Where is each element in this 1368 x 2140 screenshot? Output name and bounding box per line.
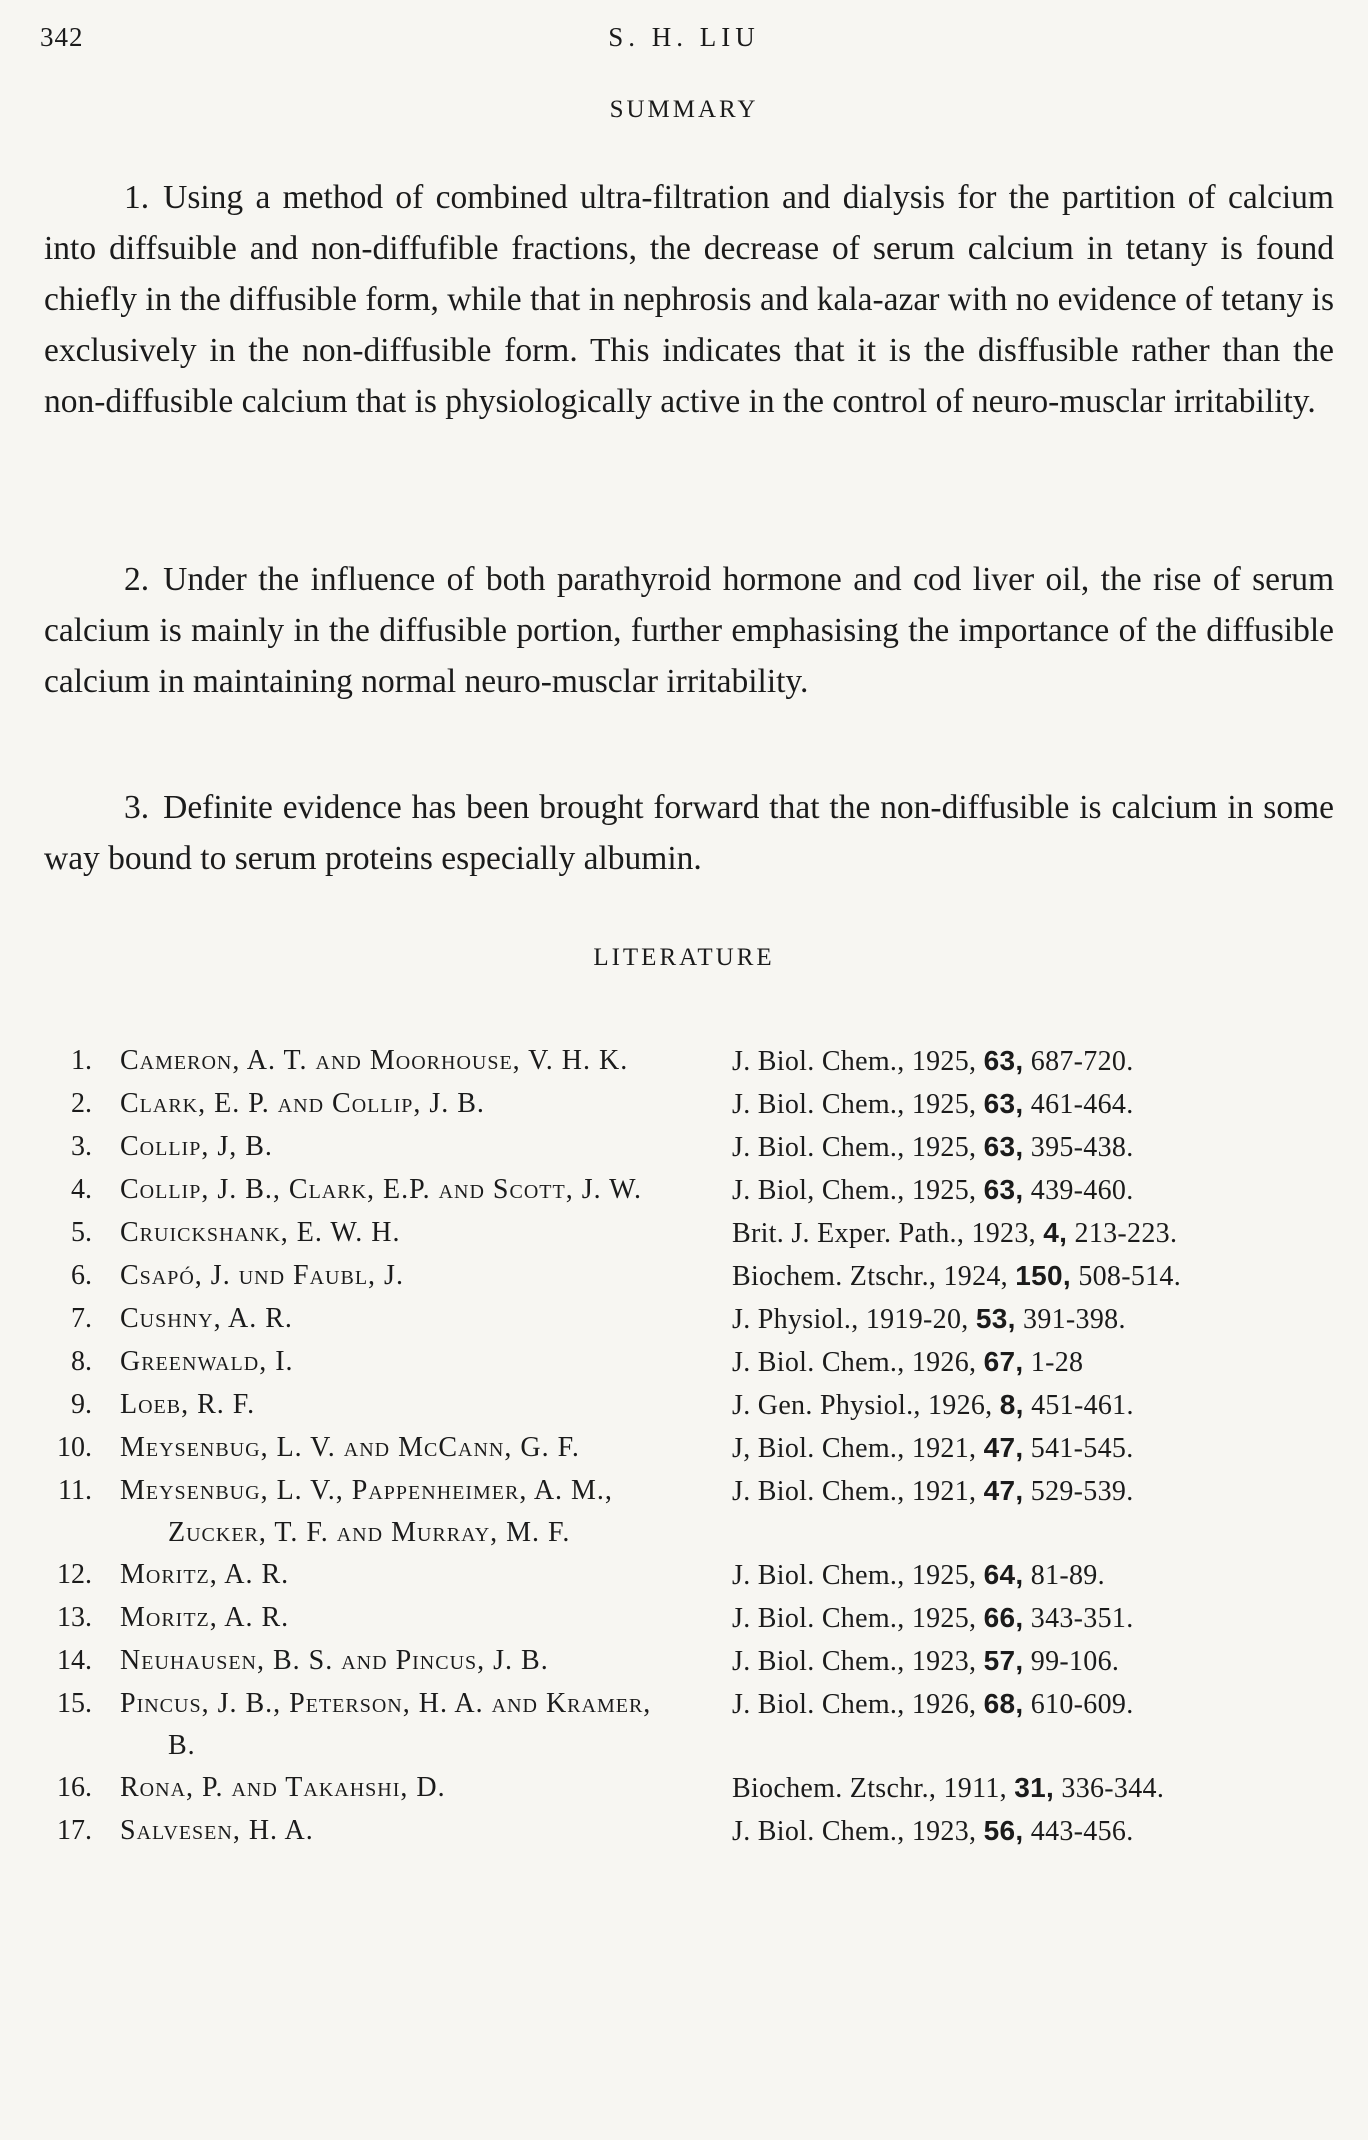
reference-citation [732, 1169, 1134, 1212]
reference-authors: Meysenbug, L. V. and McCann, G. F. [120, 1432, 580, 1463]
reference-volume: 63, [983, 1131, 1024, 1162]
reference-authors: Loeb, R. F. [120, 1389, 256, 1420]
reference-journal: Biochem. Ztschr., 1924, [732, 1261, 1008, 1292]
reference-pages: 529-539. [1030, 1476, 1134, 1507]
reference-volume: 31, [1014, 1772, 1055, 1803]
reference-item [0, 1683, 1368, 1767]
running-title: S. H. LIU [608, 22, 760, 52]
reference-volume: 4, [1043, 1217, 1068, 1248]
summary-paragraph-1 [44, 172, 1334, 427]
reference-pages: 443-456. [1030, 1816, 1134, 1847]
reference-volume: 47, [983, 1475, 1024, 1506]
reference-item [0, 1040, 1368, 1083]
reference-pages: 687-720. [1030, 1046, 1134, 1077]
reference-item [0, 1126, 1368, 1169]
reference-item [0, 1298, 1368, 1341]
reference-item [0, 1597, 1368, 1640]
reference-pages: 1-28 [1030, 1347, 1084, 1378]
reference-volume: 150, [1015, 1260, 1071, 1291]
reference-authors: Collip, J, B. [120, 1131, 273, 1162]
reference-number: 4. [71, 1174, 92, 1205]
reference-number: 15. [57, 1688, 92, 1719]
reference-item [0, 1341, 1368, 1384]
reference-journal: J. Biol. Chem., 1925, [732, 1132, 977, 1163]
reference-pages: 81-89. [1030, 1560, 1105, 1591]
reference-citation [732, 1554, 1105, 1597]
reference-authors: Meysenbug, L. V., Pappenheimer, A. M., Zucker, T. F. and Murray, M. F. [120, 1475, 613, 1548]
reference-number: 3. [71, 1131, 92, 1162]
reference-citation [732, 1212, 1177, 1255]
reference-authors: Clark, E. P. and Collip, J. B. [120, 1088, 485, 1119]
reference-authors: Moritz, A. R. [120, 1559, 290, 1590]
reference-item [0, 1810, 1368, 1853]
reference-pages: 336-344. [1061, 1773, 1165, 1804]
reference-citation [732, 1384, 1134, 1427]
reference-volume: 68, [983, 1688, 1024, 1719]
reference-item [0, 1554, 1368, 1597]
reference-pages: 391-398. [1023, 1304, 1126, 1335]
reference-citation [732, 1255, 1181, 1298]
reference-pages: 508-514. [1078, 1261, 1182, 1292]
reference-pages: 610-609. [1030, 1689, 1134, 1720]
reference-item [0, 1169, 1368, 1212]
reference-volume: 67, [983, 1346, 1024, 1377]
summary-heading: SUMMARY [609, 96, 759, 123]
reference-number: 16. [57, 1772, 92, 1803]
reference-citation [732, 1427, 1134, 1470]
reference-authors: Neuhausen, B. S. and Pincus, J. B. [120, 1645, 549, 1676]
reference-pages: 541-545. [1030, 1433, 1134, 1464]
reference-item [0, 1212, 1368, 1255]
paragraph-number: 3. [124, 789, 150, 826]
reference-pages: 451-461. [1031, 1390, 1134, 1421]
reference-number: 10. [57, 1432, 92, 1463]
reference-volume: 63, [983, 1088, 1024, 1119]
reference-journal: J, Biol. Chem., 1921, [732, 1433, 977, 1464]
reference-journal: J. Biol. Chem., 1925, [732, 1603, 977, 1634]
reference-journal: J. Gen. Physiol., 1926, [732, 1390, 993, 1421]
reference-journal: J. Biol. Chem., 1923, [732, 1816, 977, 1847]
reference-citation [732, 1470, 1134, 1554]
reference-volume: 56, [983, 1815, 1024, 1846]
reference-citation [732, 1040, 1134, 1083]
reference-authors: Csapó, J. und Faubl, J. [120, 1260, 404, 1291]
reference-citation [732, 1767, 1164, 1810]
reference-journal: Brit. J. Exper. Path., 1923, [732, 1218, 1036, 1249]
reference-journal: Biochem. Ztschr., 1911, [732, 1773, 1007, 1804]
reference-citation [732, 1083, 1134, 1126]
reference-number: 5. [71, 1217, 92, 1248]
paragraph-text: Using a method of combined ultra-filtration and dialysis for the partition of calcium into diffsuible and non-diffufible fractions, the decrease of serum calcium in tetany is found chiefly in the diffusible form, while that in nephrosis and kala-azar with no evidence of tetany is exclusively in the non-diffusible form. This indicates that it is the disffusible rather than the non-diffusible calcium that is physiologically active in the control of neuro-musclar irritability. [44, 179, 1334, 420]
reference-item [0, 1384, 1368, 1427]
reference-number: 17. [57, 1815, 92, 1846]
reference-authors: Greenwald, I. [120, 1346, 294, 1377]
summary-paragraph-2 [44, 554, 1334, 707]
reference-journal: J. Biol. Chem., 1925, [732, 1089, 977, 1120]
reference-citation [732, 1810, 1134, 1853]
reference-citation [732, 1640, 1119, 1683]
reference-journal: J. Biol. Chem., 1921, [732, 1476, 977, 1507]
reference-volume: 63, [983, 1045, 1024, 1076]
reference-pages: 439-460. [1030, 1175, 1134, 1206]
reference-pages: 213-223. [1074, 1218, 1178, 1249]
reference-authors: Cameron, A. T. and Moorhouse, V. H. K. [120, 1045, 629, 1076]
reference-pages: 395-438. [1030, 1132, 1134, 1163]
reference-number: 13. [57, 1602, 92, 1633]
reference-journal: J. Biol. Chem., 1925, [732, 1560, 977, 1591]
reference-authors: Cruickshank, E. W. H. [120, 1217, 401, 1248]
reference-journal: J. Physiol., 1919-20, [732, 1304, 969, 1335]
reference-number: 7. [71, 1303, 92, 1334]
reference-item [0, 1470, 1368, 1554]
reference-number: 11. [58, 1475, 92, 1506]
reference-item [0, 1427, 1368, 1470]
reference-citation [732, 1597, 1134, 1640]
reference-journal: J. Biol, Chem., 1925, [732, 1175, 977, 1206]
reference-citation [732, 1126, 1134, 1169]
summary-paragraph-3 [44, 782, 1334, 884]
reference-number: 1. [71, 1045, 92, 1076]
paragraph-number: 1. [124, 179, 150, 216]
reference-authors: Salvesen, H. A. [120, 1815, 314, 1846]
literature-heading: LITERATURE [593, 944, 775, 971]
reference-journal: J. Biol. Chem., 1926, [732, 1689, 977, 1720]
reference-volume: 8, [999, 1389, 1024, 1420]
reference-item [0, 1640, 1368, 1683]
reference-pages: 99-106. [1030, 1646, 1120, 1677]
reference-item [0, 1255, 1368, 1298]
reference-journal: J. Biol. Chem., 1923, [732, 1646, 977, 1677]
reference-number: 12. [57, 1559, 92, 1590]
reference-citation [732, 1298, 1126, 1341]
reference-number: 14. [57, 1645, 92, 1676]
reference-journal: J. Biol. Chem., 1925, [732, 1046, 977, 1077]
reference-volume: 57, [983, 1645, 1024, 1676]
reference-authors: Collip, J. B., Clark, E.P. and Scott, J. W. [120, 1174, 642, 1205]
reference-citation [732, 1683, 1134, 1767]
reference-journal: J. Biol. Chem., 1926, [732, 1347, 977, 1378]
paragraph-number: 2. [124, 561, 150, 598]
reference-authors: Pincus, J. B., Peterson, H. A. and Kramer, B. [120, 1688, 652, 1761]
reference-volume: 66, [983, 1602, 1024, 1633]
reference-list [0, 1040, 1368, 1853]
reference-volume: 64, [983, 1559, 1024, 1590]
reference-pages: 343-351. [1030, 1603, 1134, 1634]
reference-pages: 461-464. [1030, 1089, 1134, 1120]
reference-authors: Cushny, A. R. [120, 1303, 293, 1334]
paragraph-text: Definite evidence has been brought forward that the non-diffusible is calcium in some way bound to serum proteins especially albumin. [44, 789, 1334, 877]
paragraph-text: Under the influence of both parathyroid hormone and cod liver oil, the rise of serum calcium is mainly in the diffusible portion, further emphasising the importance of the diffusible calcium in maintaining normal neuro-musclar irritability. [44, 561, 1334, 700]
reference-authors: Rona, P. and Takahshi, D. [120, 1772, 446, 1803]
reference-item [0, 1083, 1368, 1126]
reference-number: 9. [71, 1389, 92, 1420]
reference-authors: Moritz, A. R. [120, 1602, 290, 1633]
reference-volume: 47, [983, 1432, 1024, 1463]
page-number: 342 [40, 22, 84, 52]
reference-volume: 63, [983, 1174, 1024, 1205]
reference-number: 2. [71, 1088, 92, 1119]
reference-number: 6. [71, 1260, 92, 1291]
reference-volume: 53, [975, 1303, 1016, 1334]
reference-item [0, 1767, 1368, 1810]
reference-number: 8. [71, 1346, 92, 1377]
reference-citation [732, 1341, 1083, 1384]
